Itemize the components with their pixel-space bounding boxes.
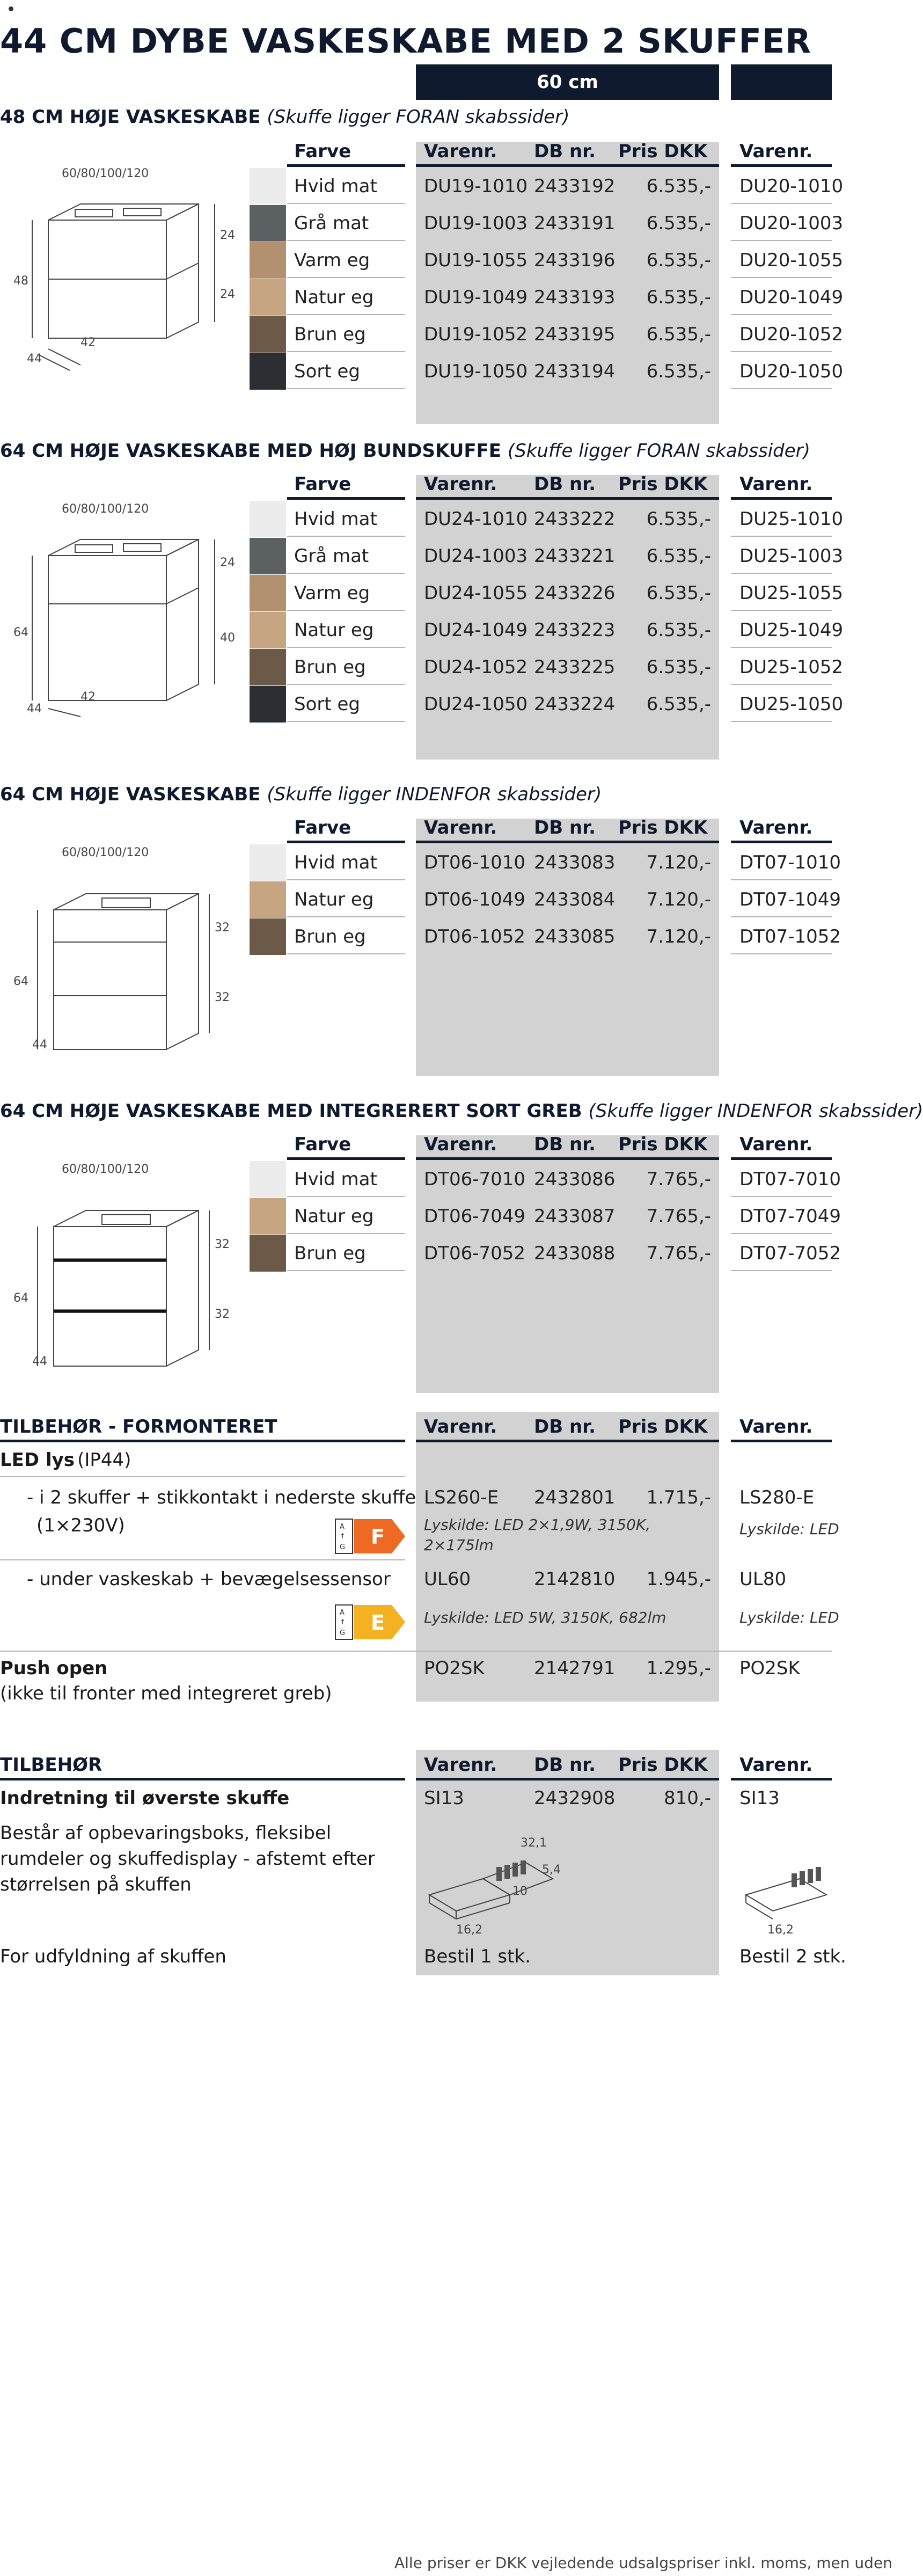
dim-h1: 24 [220,229,235,242]
led1-dbnr: 2432801 [534,1487,616,1508]
color-name: Natur eg [294,287,374,308]
row-divider [287,721,405,722]
dbnr-cell: 2433226 [534,582,616,604]
col-header-farve: Farve [294,817,351,838]
col-header-dbnr: DB nr. [534,473,596,495]
section-subtitle: (Skuffe ligger FORAN skabssider) [267,106,570,128]
led2-varenr-next: UL80 [739,1568,787,1590]
row-divider [287,388,405,389]
color-name: Sort eg [294,361,361,382]
row-divider [287,573,405,574]
section-title [0,106,569,128]
color-swatch-sort_eg [250,353,286,390]
row-divider [287,953,405,954]
page-title: 44 CM DYBE VASKESKABE MED 2 SKUFFER [0,21,811,61]
row-divider [287,351,405,352]
drawer-insert-desc-1: Består af opbevaringsboks, fleksibel [0,1822,332,1844]
price-footer: Alle priser er DKK vejledende udsalgspriser inkl. moms, men uden [394,2554,892,2572]
section-title-text: 64 CM HØJE VASKESKABE MED HØJ BUNDSKUFFE [0,440,502,462]
varenr-cell: DT06-7052 [424,1243,526,1264]
energy-class: F [371,1525,385,1549]
svg-text:G: G [340,1543,346,1551]
section-title-text: 64 CM HØJE VASKESKABE MED INTEGRERERT SORT GREB [0,1100,582,1122]
varenr-cell: DT06-1049 [424,889,526,910]
drawer-insert-title: Indretning til øverste skuffe [0,1787,290,1809]
price-cell: 6.535,- [646,213,711,234]
section-title-text: 48 CM HØJE VASKESKABE [0,106,261,128]
varenr-cell: DT06-1010 [424,852,526,873]
insert-dim-a: 32,1 [521,1836,547,1850]
varenr-cell: DU24-1055 [424,582,528,604]
row-divider [731,203,832,204]
push-pris: 1.295,- [646,1658,711,1679]
varenr-cell: DU24-1049 [424,619,528,641]
varenr-cell-next: DU20-1052 [739,324,844,345]
section-subtitle: (Skuffe ligger INDENFOR skabssider) [588,1100,923,1122]
header-rule [287,841,405,843]
color-name: Hvid mat [294,1169,377,1190]
dbnr-cell: 2433196 [534,250,616,271]
order-qty-60: Bestil 1 stk. [424,1946,531,1967]
col-header-dbnr: DB nr. [534,1754,596,1776]
varenr-cell-next: DT07-7052 [739,1243,841,1264]
section-title [0,784,602,805]
dim-h3: 64 [13,975,28,988]
drawer-insert-drawing-next [735,1820,832,1938]
led1-pris: 1.715,- [646,1487,711,1508]
varenr-cell: DU19-1052 [424,324,528,345]
varenr-cell: DU24-1052 [424,656,528,678]
color-name: Natur eg [294,619,374,641]
col-header-dbnr: DB nr. [534,1416,596,1437]
dim-width: 60/80/100/120 [62,846,149,859]
row-divider [731,240,832,241]
dim-h1: 32 [215,1238,230,1251]
dim-h2: 32 [215,1308,230,1321]
row-divider [0,1476,405,1477]
row-divider [287,1196,405,1197]
row-divider [287,1233,405,1234]
col-header-farve: Farve [294,473,351,495]
color-swatch-brun_eg [250,918,286,955]
color-swatch-hvid_mat [250,168,286,205]
row-divider [287,1270,405,1271]
header-rule [416,1157,719,1160]
header-rule [731,497,832,500]
color-swatch-graa_mat [250,538,286,574]
col-header-varenr: Varenr. [424,1754,497,1776]
dim-h3: 64 [13,626,28,639]
color-name: Hvid mat [294,852,377,873]
varenr-cell-next: DU20-1010 [739,176,844,197]
led2-dbnr: 2142810 [534,1568,616,1590]
price-cell: 7.765,- [646,1169,711,1190]
dbnr-cell: 2433223 [534,619,616,641]
varenr-cell-next: DU20-1049 [739,287,844,308]
dbnr-cell: 2433221 [534,545,616,567]
svg-text:A: A [340,1609,345,1617]
col-header-varenr-next: Varenr. [739,1416,813,1437]
color-swatch-natur_eg [250,881,286,918]
push-dbnr: 2142791 [534,1658,616,1679]
row-divider [731,388,832,389]
section-title [0,440,810,462]
row-divider [287,240,405,241]
dbnr-cell: 2433087 [534,1206,616,1227]
drawer-insert-drawing [419,1820,580,1938]
svg-text:A: A [340,1523,345,1531]
row-divider [287,684,405,685]
color-swatch-natur_eg [250,612,286,648]
header-rule [287,1157,405,1160]
col-header-varenr-next: Varenr. [739,817,813,838]
price-cell: 6.535,- [646,619,711,641]
varenr-cell-next: DU25-1050 [739,694,844,715]
insert-dim-d: 16,2 [456,1923,482,1937]
drawer-insert-desc-2: rumdeler og skuffedisplay - afstemt efter [0,1848,375,1870]
dim-width: 60/80/100/120 [62,502,149,516]
row-divider [731,1233,832,1234]
dim-width: 60/80/100/120 [62,167,149,180]
price-cell: 6.535,- [646,508,711,530]
color-name: Sort eg [294,694,361,715]
col-header-varenr: Varenr. [424,817,497,838]
dim-h2: 24 [220,288,235,301]
color-name: Brun eg [294,656,366,678]
row-divider [0,1559,405,1560]
dim-d1: 42 [80,336,96,349]
col-header-varenr-next: Varenr. [739,1134,813,1155]
row-divider [731,573,832,574]
row-divider [287,647,405,648]
row-divider [287,916,405,917]
row-divider [287,277,405,278]
dim-h3: 48 [13,274,28,288]
led2-note-next: Lyskilde: LED [739,1609,839,1626]
dim-d1: 42 [80,690,96,704]
section-subtitle: (Skuffe ligger INDENFOR skabssider) [267,784,602,805]
row-divider [731,916,832,917]
insert-dim-b: 5,4 [542,1863,561,1877]
varenr-cell: DU24-1003 [424,545,528,567]
row-divider [287,879,405,880]
led1-varenr-next: LS280-E [739,1487,815,1508]
col-header-varenr-next: Varenr. [739,473,813,495]
energy-label-e-icon [335,1605,405,1639]
insert-pris: 810,- [664,1787,711,1809]
col-header-varenr: Varenr. [424,1416,497,1437]
header-rule [731,1778,832,1780]
varenr-cell: DU19-1003 [424,213,528,234]
color-swatch-hvid_mat [250,501,286,537]
accessories-mounted-title: TILBEHØR - FORMONTERET [0,1416,277,1437]
insert-dim-c: 10 [512,1885,528,1898]
col-header-varenr-next: Varenr. [739,1754,813,1776]
cabinet-drawing-48 [11,161,247,376]
col-header-farve: Farve [294,1134,351,1155]
header-rule [287,497,405,500]
cabinet-drawing-64-grip [11,1157,247,1377]
dbnr-cell: 2433083 [534,852,616,873]
accessories-title: TILBEHØR [0,1754,102,1776]
header-rule [416,1778,719,1780]
header-rule [731,1440,832,1442]
row-divider [287,536,405,537]
varenr-cell-next: DT07-7049 [739,1206,841,1227]
energy-class: E [371,1611,385,1634]
row-divider [731,953,832,954]
col-header-pris: Pris DKK [618,473,708,495]
header-rule [416,841,719,843]
color-name: Natur eg [294,1206,374,1227]
color-swatch-sort_eg [250,686,286,723]
dim-width: 60/80/100/120 [62,1163,149,1176]
varenr-cell: DT06-7010 [424,1169,526,1190]
svg-text:G: G [340,1629,346,1637]
price-cell: 7.765,- [646,1206,711,1227]
insert-varenr-next: SI13 [739,1787,780,1809]
row-divider [731,879,832,880]
dim-d2: 44 [32,1038,47,1052]
led2-note: Lyskilde: LED 5W, 3150K, 682lm [424,1609,666,1626]
dbnr-cell: 2433225 [534,656,616,678]
row-divider [731,351,832,352]
energy-label-f-icon [335,1519,405,1553]
color-swatch-varm_eg [250,575,286,611]
dbnr-cell: 2433222 [534,508,616,530]
led-item1-label2: (1×230V) [36,1515,125,1536]
col-header-farve: Farve [294,141,351,162]
col-header-pris: Pris DKK [618,817,708,838]
led1-note-next: Lyskilde: LED [739,1520,839,1538]
header-rule [416,497,719,500]
cabinet-drawing-64-high [11,497,247,722]
row-divider [731,314,832,315]
varenr-cell-next: DU20-1055 [739,250,844,271]
color-swatch-brun_eg [250,1235,286,1272]
color-name: Natur eg [294,889,374,910]
row-divider [731,684,832,685]
width-header-next [731,64,832,100]
price-cell: 6.535,- [646,656,711,678]
col-header-dbnr: DB nr. [534,1134,596,1155]
color-name: Varm eg [294,250,370,271]
varenr-cell: DU19-1010 [424,176,528,197]
varenr-cell-next: DT07-7010 [739,1169,841,1190]
price-cell: 7.120,- [646,889,711,910]
varenr-cell: DU19-1049 [424,287,528,308]
color-name: Grå mat [294,545,369,567]
order-qty-next: Bestil 2 stk. [739,1946,846,1967]
varenr-cell: DU19-1055 [424,250,528,271]
col-header-pris: Pris DKK [618,141,708,162]
varenr-cell-next: DT07-1010 [739,852,841,873]
varenr-cell: DT06-1052 [424,926,526,947]
row-divider [731,1270,832,1271]
drawer-insert-desc-3: størrelsen på skuffen [0,1874,192,1895]
push-varenr: PO2SK [424,1658,485,1679]
color-swatch-natur_eg [250,1198,286,1235]
color-swatch-brun_eg [250,316,286,353]
led-title: LED lys [0,1449,75,1471]
header-rule [731,164,832,167]
col-header-varenr: Varenr. [424,1134,497,1155]
header-rule [0,1440,405,1442]
led-item1-label: - i 2 skuffer + stikkontakt i nederste skuffe [27,1487,416,1508]
varenr-cell-next: DU25-1049 [739,619,844,641]
section-subtitle: (Skuffe ligger FORAN skabssider) [507,440,810,462]
color-name: Hvid mat [294,176,377,197]
dim-d2: 44 [27,702,42,716]
dim-d2: 44 [27,352,42,366]
header-rule [287,164,405,167]
dbnr-cell: 2433088 [534,1243,616,1264]
dbnr-cell: 2433086 [534,1169,616,1190]
dbnr-cell: 2433084 [534,889,616,910]
svg-text:↑: ↑ [340,1533,346,1541]
row-divider [287,203,405,204]
dbnr-cell: 2433194 [534,361,616,382]
color-name: Grå mat [294,213,369,234]
section-title [0,1100,923,1122]
width-header-60: 60 cm [416,64,719,100]
header-rule [416,1440,719,1442]
led-item2-label: - under vaskeskab + bevægelsessensor [27,1568,391,1590]
insert-dim-d-next: 16,2 [767,1923,794,1937]
varenr-cell: DT06-7049 [424,1206,526,1227]
row-divider [731,721,832,722]
varenr-cell-next: DU25-1055 [739,582,844,604]
color-swatch-hvid_mat [250,1161,286,1198]
varenr-cell-next: DU25-1052 [739,656,844,678]
price-cell: 6.535,- [646,361,711,382]
dim-h3: 64 [13,1291,28,1305]
dim-d2: 44 [32,1355,47,1368]
col-header-dbnr: DB nr. [534,141,596,162]
header-rule [731,841,832,843]
header-rule [416,164,719,167]
color-name: Hvid mat [294,508,377,530]
varenr-cell-next: DT07-1049 [739,889,841,910]
dim-h2: 32 [215,991,230,1004]
corner-dot [9,6,13,11]
row-divider [731,610,832,611]
color-name: Brun eg [294,324,366,345]
color-swatch-varm_eg [250,242,286,279]
price-cell: 6.535,- [646,324,711,345]
price-cell: 6.535,- [646,176,711,197]
varenr-cell-next: DU25-1010 [739,508,844,530]
color-name: Varm eg [294,582,370,604]
row-divider [287,314,405,315]
varenr-cell-next: DT07-1052 [739,926,841,947]
dbnr-cell: 2433192 [534,176,616,197]
dbnr-cell: 2433193 [534,287,616,308]
section-title-text: 64 CM HØJE VASKESKABE [0,784,261,805]
price-cell: 7.765,- [646,1243,711,1264]
row-divider [287,610,405,611]
varenr-cell: DU19-1050 [424,361,528,382]
varenr-cell-next: DU20-1050 [739,361,844,382]
header-rule [0,1778,405,1780]
insert-dbnr: 2432908 [534,1787,616,1809]
col-header-dbnr: DB nr. [534,817,596,838]
svg-text:↑: ↑ [340,1618,346,1626]
price-cell: 6.535,- [646,694,711,715]
push-open-title: Push open [0,1658,108,1679]
varenr-cell-next: DU20-1003 [739,213,844,234]
dim-h1: 24 [220,556,235,570]
fill-drawer-label: For udfyldning af skuffen [0,1946,226,1967]
led2-pris: 1.945,- [646,1568,711,1590]
varenr-cell-next: DU25-1003 [739,545,844,567]
dbnr-cell: 2433195 [534,324,616,345]
row-divider [731,647,832,648]
col-header-pris: Pris DKK [618,1754,708,1776]
color-name: Brun eg [294,926,366,947]
varenr-cell: DU24-1050 [424,694,528,715]
col-header-pris: Pris DKK [618,1416,708,1437]
price-cell: 6.535,- [646,545,711,567]
color-name: Brun eg [294,1243,366,1264]
dim-h1: 32 [215,921,230,935]
dbnr-cell: 2433191 [534,213,616,234]
push-open-sub: (ikke til fronter med integreret greb) [0,1683,332,1704]
led1-varenr: LS260-E [424,1487,499,1508]
cabinet-drawing-64-inside [11,840,247,1060]
col-header-varenr: Varenr. [424,141,497,162]
led2-varenr: UL60 [424,1568,471,1590]
price-cell: 6.535,- [646,582,711,604]
push-varenr-next: PO2SK [739,1658,800,1679]
row-divider [731,1196,832,1197]
color-swatch-hvid_mat [250,844,286,881]
varenr-cell: DU24-1010 [424,508,528,530]
row-divider [0,1651,832,1652]
price-cell: 7.120,- [646,852,711,873]
color-swatch-graa_mat [250,205,286,242]
color-swatch-natur_eg [250,279,286,316]
dim-h2: 40 [220,631,235,645]
row-divider [731,536,832,537]
led-title-row [0,1449,131,1471]
led1-note: Lyskilde: LED 2×1,9W, 3150K, 2×175lm [424,1516,651,1554]
price-cell: 6.535,- [646,250,711,271]
col-header-varenr-next: Varenr. [739,141,813,162]
col-header-pris: Pris DKK [618,1134,708,1155]
col-header-varenr: Varenr. [424,473,497,495]
led-ip: (IP44) [77,1449,131,1471]
row-divider [731,277,832,278]
dbnr-cell: 2433224 [534,694,616,715]
insert-varenr: SI13 [424,1787,464,1809]
color-swatch-brun_eg [250,649,286,685]
price-cell: 7.120,- [646,926,711,947]
header-rule [731,1157,832,1160]
dbnr-cell: 2433085 [534,926,616,947]
price-cell: 6.535,- [646,287,711,308]
